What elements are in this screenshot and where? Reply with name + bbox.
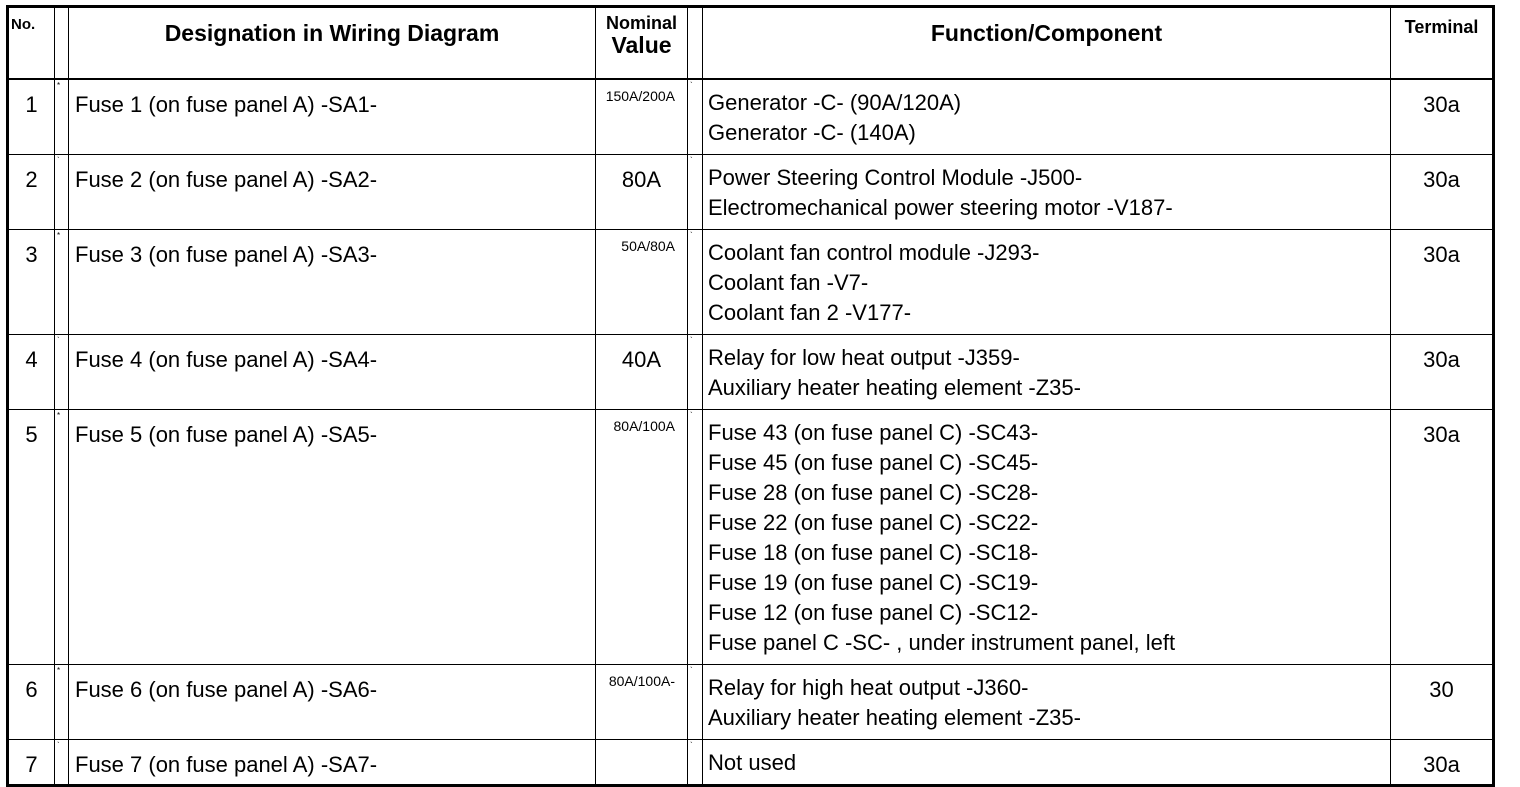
row-function: [703, 229, 1391, 334]
function-line: Electromechanical power steering motor -V187-: [708, 194, 1173, 220]
function-line: Fuse 45 (on fuse panel C) -SC45-: [708, 449, 1039, 475]
table-row: [8, 229, 1494, 334]
function-line: Relay for low heat output -J359-: [708, 344, 1020, 370]
fuse-table-body: [8, 79, 1494, 786]
function-line: Fuse 12 (on fuse panel C) -SC12-: [708, 599, 1039, 625]
row-marker-2: `: [688, 664, 703, 739]
row-function: [703, 739, 1391, 785]
function-line: Generator -C- (140A): [708, 119, 916, 145]
fuse-table: [6, 5, 1495, 787]
row-terminal: 30a: [1391, 739, 1494, 785]
row-number: 2: [8, 154, 55, 229]
header-designation: Designation in Wiring Diagram: [69, 7, 596, 79]
row-function: [703, 409, 1391, 664]
row-nominal-value: 150A/200A: [596, 79, 688, 155]
row-designation: Fuse 7 (on fuse panel A) -SA7-: [69, 739, 596, 785]
header-nominal-line1: Nominal: [605, 13, 677, 33]
row-designation: Fuse 3 (on fuse panel A) -SA3-: [69, 229, 596, 334]
function-line: Power Steering Control Module -J500-: [708, 164, 1083, 190]
row-terminal: 30a: [1391, 79, 1494, 155]
function-line: Coolant fan 2 -V177-: [708, 299, 912, 325]
row-marker: *: [55, 229, 69, 334]
function-line: Relay for high heat output -J360-: [708, 674, 1029, 700]
row-designation: Fuse 4 (on fuse panel A) -SA4-: [69, 334, 596, 409]
header-nominal-line2: Value: [611, 31, 672, 58]
row-marker-2: `: [688, 334, 703, 409]
row-marker: *: [55, 664, 69, 739]
row-nominal-value: 40A: [596, 334, 688, 409]
function-line: Fuse panel C -SC- , under instrument panel, left: [708, 629, 1176, 655]
header-terminal: Terminal: [1391, 7, 1494, 79]
row-designation: Fuse 6 (on fuse panel A) -SA6-: [69, 664, 596, 739]
row-marker-2: `: [688, 79, 703, 155]
header-marker-col: [55, 7, 69, 79]
table-row: [8, 739, 1494, 785]
row-marker-2: `: [688, 739, 703, 785]
function-line: Generator -C- (90A/120A): [708, 89, 962, 115]
row-marker-2: `: [688, 154, 703, 229]
row-number: 1: [8, 79, 55, 155]
row-terminal: 30a: [1391, 334, 1494, 409]
table-row: [8, 409, 1494, 664]
row-number: 6: [8, 664, 55, 739]
row-number: 4: [8, 334, 55, 409]
row-number: 5: [8, 409, 55, 664]
row-marker-2: `: [688, 229, 703, 334]
row-marker: `: [55, 334, 69, 409]
table-row: [8, 154, 1494, 229]
row-nominal-value: 80A: [596, 154, 688, 229]
function-line: Fuse 18 (on fuse panel C) -SC18-: [708, 539, 1039, 565]
function-line: Fuse 28 (on fuse panel C) -SC28-: [708, 479, 1039, 505]
row-nominal-value: 50A/80A: [596, 229, 688, 334]
row-terminal: 30a: [1391, 229, 1494, 334]
row-marker: `: [55, 154, 69, 229]
row-marker: *: [55, 409, 69, 664]
row-designation: Fuse 2 (on fuse panel A) -SA2-: [69, 154, 596, 229]
row-number: 7: [8, 739, 55, 785]
row-nominal-value: 80A/100A: [596, 409, 688, 664]
row-nominal-value: 80A/100A-: [596, 664, 688, 739]
header-marker-col-2: [688, 7, 703, 79]
row-number: 3: [8, 229, 55, 334]
row-function: [703, 334, 1391, 409]
header-nominal-value: [596, 7, 688, 79]
row-terminal: 30: [1391, 664, 1494, 739]
row-designation: Fuse 1 (on fuse panel A) -SA1-: [69, 79, 596, 155]
header-function: Function/Component: [703, 7, 1391, 79]
row-nominal-value: [596, 739, 688, 785]
function-line: Auxiliary heater heating element -Z35-: [708, 374, 1081, 400]
row-function: [703, 79, 1391, 155]
row-marker-2: `: [688, 409, 703, 664]
table-row: [8, 664, 1494, 739]
function-line: Fuse 22 (on fuse panel C) -SC22-: [708, 509, 1039, 535]
row-terminal: 30a: [1391, 154, 1494, 229]
table-row: [8, 334, 1494, 409]
function-line: Auxiliary heater heating element -Z35-: [708, 704, 1081, 730]
row-terminal: 30a: [1391, 409, 1494, 664]
row-function: [703, 664, 1391, 739]
function-line: Coolant fan control module -J293-: [708, 239, 1040, 265]
row-marker: *: [55, 79, 69, 155]
row-marker: `: [55, 739, 69, 785]
header-no: No.: [8, 7, 55, 79]
header-row: [8, 7, 1494, 79]
function-line: Fuse 19 (on fuse panel C) -SC19-: [708, 569, 1039, 595]
function-line: Not used: [708, 749, 797, 775]
row-designation: Fuse 5 (on fuse panel A) -SA5-: [69, 409, 596, 664]
row-function: [703, 154, 1391, 229]
function-line: Fuse 43 (on fuse panel C) -SC43-: [708, 419, 1039, 445]
table-row: [8, 79, 1494, 155]
function-line: Coolant fan -V7-: [708, 269, 869, 295]
